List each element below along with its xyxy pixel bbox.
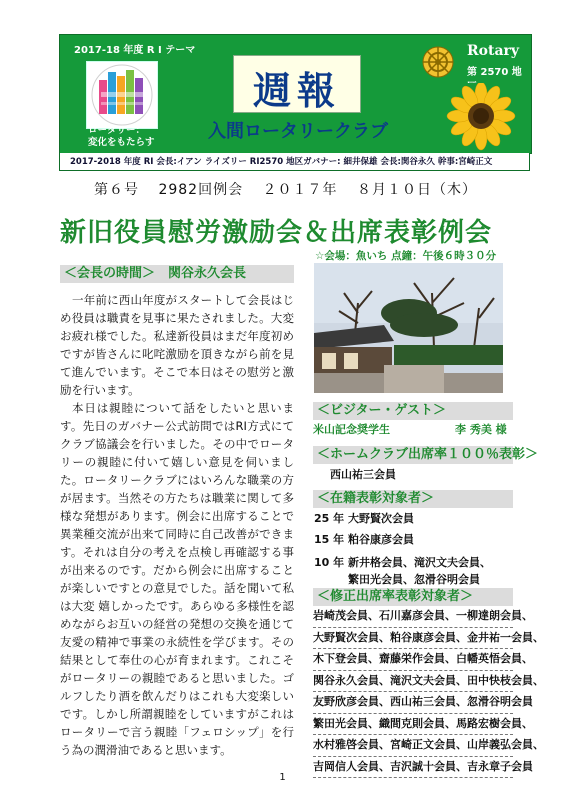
president-message: [60, 291, 294, 759]
venue-photo: [314, 263, 503, 393]
page-number: 1: [279, 772, 286, 783]
logo-caption-line1: ロータリー：: [88, 125, 146, 136]
tenure-years: 10 年: [314, 556, 345, 569]
theme-label: 2017-18 年度 R I テーマ: [74, 45, 196, 56]
corrected-line: 吉岡信人会員、吉沢誠十会員、吉永章子会員: [313, 757, 513, 779]
tenure-names: 繁田光会員、忽滑谷明会員: [348, 573, 480, 586]
rotary-wordmark: Rotary: [467, 43, 520, 59]
visitor-name: 李 秀美 様: [455, 423, 507, 436]
corrected-heading: ＜修正出席率表彰対象者＞: [313, 588, 513, 606]
headline: 新旧役員慰労激励会＆出席表彰例会: [60, 218, 493, 248]
corrected-list: [313, 606, 544, 778]
issue-line: [94, 179, 491, 199]
corrected-line: 木下登会員、齋藤栄作会員、白幡英悟会員、: [313, 649, 513, 671]
issue-date: ８月１０日（木）: [357, 182, 477, 198]
tenure-names: 粕谷康彦会員: [348, 533, 414, 546]
logo-caption-line2: 変化をもたらす: [88, 137, 155, 148]
corrected-line: 大野賢次会員、粕谷康彦会員、金井祐一会員、: [313, 628, 513, 650]
rotary-wheel-icon: [421, 45, 455, 79]
visitor-org: 米山記念奨学生: [313, 423, 390, 436]
home-club-heading: ＜ホームクラブ出席率１００％表彰＞: [313, 446, 513, 464]
corrected-line: 友野欣彦会員、西山祐三会員、忽滑谷明会員: [313, 692, 513, 714]
logo-caption: [88, 125, 155, 149]
tenure-names: 新井格会員、滝沢文夫会員、: [348, 556, 491, 569]
newsletter-title: 週報: [252, 69, 341, 113]
tenure-years: 25 年: [314, 512, 345, 525]
president-heading: ＜会長の時間＞ 関谷永久会長: [60, 265, 294, 283]
issue-year: ２０１７年: [262, 182, 338, 198]
president-paragraph-1: 一年前に西山年度がスタートして会長はじめ役員は職責を見事に果たされました。大変お疲れ様でした。私達新役員はまだ年度初めですが皆さんに叱咤激励を頂きながら前を見て進んでいます。そこで本日はその慰労と激励を行います。: [60, 293, 294, 397]
club-name: 入間ロータリークラブ: [208, 121, 388, 142]
meeting-number: 2982回例会: [158, 182, 244, 198]
venue-line: ☆会場：魚いち 点鐘：午後６時３０分: [315, 250, 497, 262]
officers-line: 2017-2018 年度 RI 会長:イアン ライズリー RI2570 地区ガバナー: 細井保雄 会長:関谷永久 幹事:宮崎正文: [59, 153, 530, 171]
home-club-member: 西山祐三会員: [330, 468, 396, 481]
tenure-heading: ＜在籍表彰対象者＞: [313, 490, 513, 508]
issue-number: 第６号: [94, 182, 139, 198]
president-paragraph-2: 本日は親睦について話をしたいと思います。先日のガバナー公式訪問ではRI方式にてクラブ協議会を行いました。その中でロータリーの親睦に付いて嬉しい意見を伺いました。ロータリークラブにはいろんな職業の方が居ます。当然その方たちは職業に関して多様な発想があります。例会に出席することで異業種交流が出来て同時に自己改善ができます。それは自分の考えを点検し再確認する事が出来るのです。だから例会に出席することが楽しいですとの意見でした。話を聞いて私は大変 嬉しかったです。あらゆる多様性を認めながらお互いの経営の発想の交換を通じて友愛の精神で事業の永続性を学びます。その結果として奉仕の心が育まれます。これこそがロータリーの親睦であると思いました。ゴルフしたり酒を飲んだりはこれも大変楽しいです。しかし所謂親睦をしていますがこれはロータリーで言う親睦「フェロシップ」を行う為の潤滑油であると思います。: [60, 401, 294, 757]
tenure-years: 15 年: [314, 533, 345, 546]
sunflower-icon: [442, 83, 520, 151]
corrected-line: 関谷永久会員、滝沢文夫会員、田中快枝会員、: [313, 671, 513, 693]
corrected-line: 繁田光会員、織間克則会員、馬路宏樹会員、: [313, 714, 513, 736]
title-box: [233, 55, 361, 113]
corrected-line: 岩崎茂会員、石川嘉彦会員、一柳達朗会員、: [313, 606, 513, 628]
header-banner: [59, 34, 532, 154]
tenure-names: 大野賢次会員: [348, 512, 414, 525]
corrected-line: 水村雅啓会員、宮崎正文会員、山岸義弘会員、: [313, 735, 513, 757]
ri-theme-logo: [86, 61, 158, 129]
district-label: 第 2570 地: [467, 67, 522, 78]
visitor-heading: ＜ビジター・ゲスト＞: [313, 402, 513, 420]
